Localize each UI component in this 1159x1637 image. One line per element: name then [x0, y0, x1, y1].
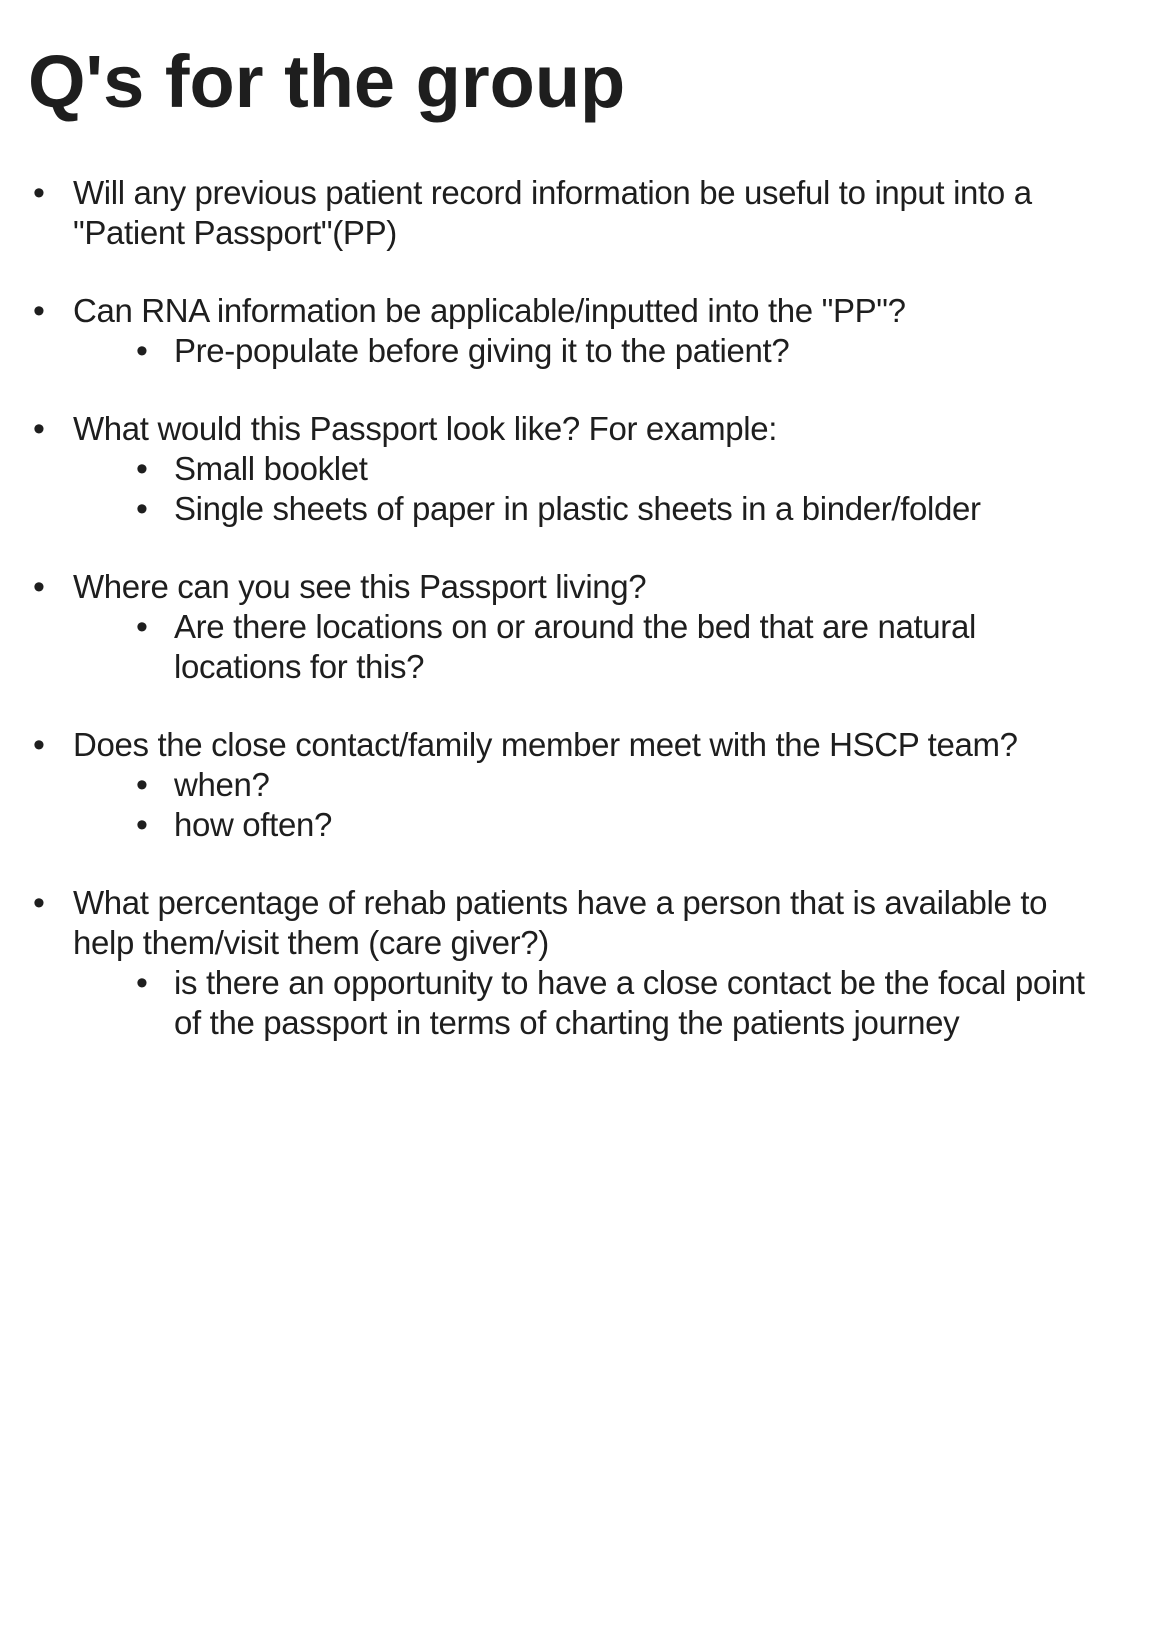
question-text: Can RNA information be applicable/inputted into the "PP"? — [73, 292, 906, 329]
sub-question-item — [0, 331, 1159, 371]
question-item — [0, 291, 1159, 371]
sub-question-list — [0, 331, 1159, 371]
sub-question-list — [0, 607, 1159, 687]
sub-question-list — [0, 449, 1159, 529]
sub-question-text: Pre-populate before giving it to the patient? — [174, 332, 790, 369]
question-list — [0, 173, 1159, 1081]
bullet-icon: • — [136, 490, 148, 528]
bullet-icon: • — [33, 726, 45, 764]
bullet-icon: • — [136, 806, 148, 844]
bullet-icon: • — [33, 884, 45, 922]
bullet-icon: • — [33, 292, 45, 330]
bullet-icon: • — [136, 332, 148, 370]
question-text: What would this Passport look like? For example: — [73, 410, 778, 447]
question-item — [0, 883, 1159, 1043]
sub-question-text: how often? — [174, 806, 332, 843]
question-item — [0, 409, 1159, 529]
question-text: Does the close contact/family member meet with the HSCP team? — [73, 726, 1018, 763]
bullet-icon: • — [33, 410, 45, 448]
bullet-icon: • — [136, 450, 148, 488]
sub-question-list — [0, 765, 1159, 845]
sub-question-text: Small booklet — [174, 450, 368, 487]
sub-question-text: is there an opportunity to have a close contact be the focal point of the passport in terms of charting the patients journey — [174, 964, 1085, 1041]
sub-question-item — [0, 765, 1159, 805]
sub-question-text: when? — [174, 766, 270, 803]
bullet-icon: • — [136, 964, 148, 1002]
question-text: What percentage of rehab patients have a person that is available to help them/visit them (care giver?) — [73, 884, 1048, 961]
bullet-icon: • — [136, 608, 148, 646]
bullet-icon: • — [33, 174, 45, 212]
sub-question-item — [0, 449, 1159, 489]
sub-question-text: Are there locations on or around the bed that are natural locations for this? — [174, 608, 976, 685]
sub-question-item — [0, 963, 1159, 1043]
question-item — [0, 725, 1159, 845]
sub-question-list — [0, 963, 1159, 1043]
sub-question-item — [0, 805, 1159, 845]
bullet-icon: • — [33, 568, 45, 606]
question-text: Will any previous patient record information be useful to input into a "Patient Passport"(PP) — [73, 174, 1032, 251]
sub-question-text: Single sheets of paper in plastic sheets in a binder/folder — [174, 490, 981, 527]
question-item — [0, 567, 1159, 687]
sub-question-item — [0, 607, 1159, 687]
page-title: Q's for the group — [28, 40, 626, 123]
question-item — [0, 173, 1159, 253]
bullet-icon: • — [136, 766, 148, 804]
question-text: Where can you see this Passport living? — [73, 568, 647, 605]
sub-question-item — [0, 489, 1159, 529]
